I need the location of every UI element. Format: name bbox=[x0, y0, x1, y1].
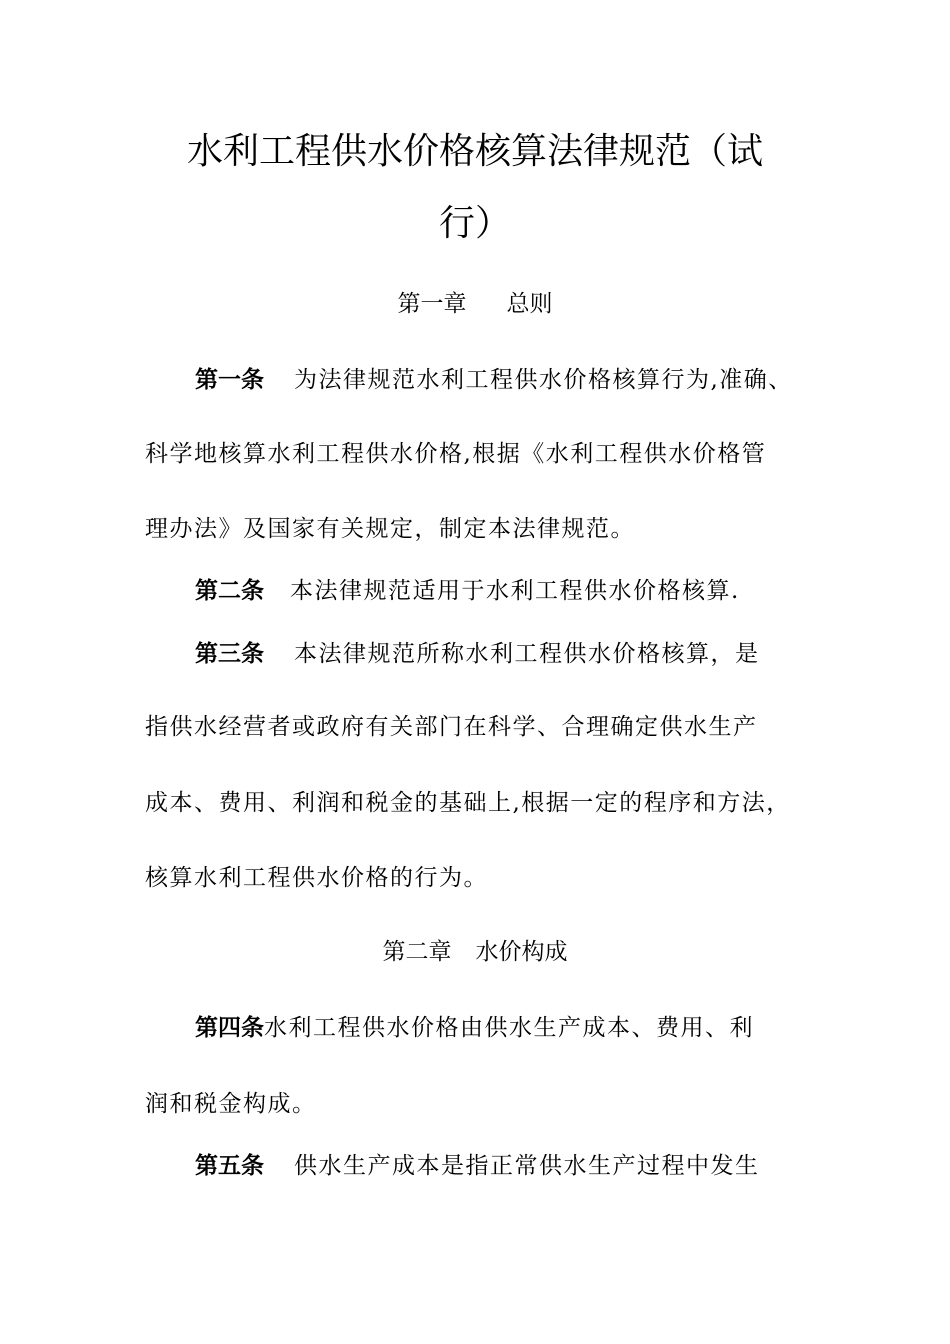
article-1-label: 第一条 bbox=[195, 367, 264, 393]
chapter-2-number: 第二章 bbox=[382, 939, 452, 965]
article-1-line-2: 科学地核算水利工程供水价格,根据《水利工程供水价格管 bbox=[145, 441, 767, 467]
document-title-line-2: 行） bbox=[438, 203, 511, 244]
article-1-line-1 bbox=[195, 369, 793, 392]
article-3-line-1 bbox=[195, 643, 760, 666]
article-1-line-3: 理办法》及国家有关规定，制定本法律规范。 bbox=[145, 516, 635, 542]
article-3-label: 第三条 bbox=[195, 641, 264, 667]
chapter-1-name: 总则 bbox=[506, 291, 553, 317]
article-2-line-1 bbox=[195, 580, 740, 603]
document-title-line-1: 水利工程供水价格核算法律规范（试 bbox=[186, 131, 763, 172]
chapter-1-number: 第一章 bbox=[397, 291, 467, 317]
article-4-label: 第四条 bbox=[195, 1015, 264, 1041]
article-5-line-1 bbox=[195, 1155, 760, 1178]
article-2-label: 第二条 bbox=[195, 578, 264, 604]
chapter-1-heading bbox=[0, 293, 950, 316]
article-3-line-2: 指供水经营者或政府有关部门在科学、合理确定供水生产 bbox=[145, 714, 758, 740]
chapter-2-heading bbox=[0, 941, 950, 964]
article-4-line-2: 润和税金构成。 bbox=[145, 1091, 317, 1117]
article-1-text-1: 为法律规范水利工程供水价格核算行为,准确、 bbox=[294, 367, 793, 393]
article-3-line-3: 成本、费用、利润和税金的基础上,根据一定的程序和方法， bbox=[145, 790, 791, 816]
article-3-line-4: 核算水利工程供水价格的行为。 bbox=[145, 865, 488, 891]
chapter-2-name: 水价构成 bbox=[475, 939, 568, 965]
article-4-line-1 bbox=[195, 1017, 754, 1040]
article-3-text-1: 本法律规范所称水利工程供水价格核算，是 bbox=[294, 641, 760, 667]
article-4-text-1: 水利工程供水价格由供水生产成本、费用、利 bbox=[264, 1015, 754, 1041]
article-5-text-1: 供水生产成本是指正常供水生产过程中发生 bbox=[294, 1153, 760, 1179]
article-2-text-1: 本法律规范适用于水利工程供水价格核算. bbox=[290, 578, 740, 604]
article-5-label: 第五条 bbox=[195, 1153, 264, 1179]
